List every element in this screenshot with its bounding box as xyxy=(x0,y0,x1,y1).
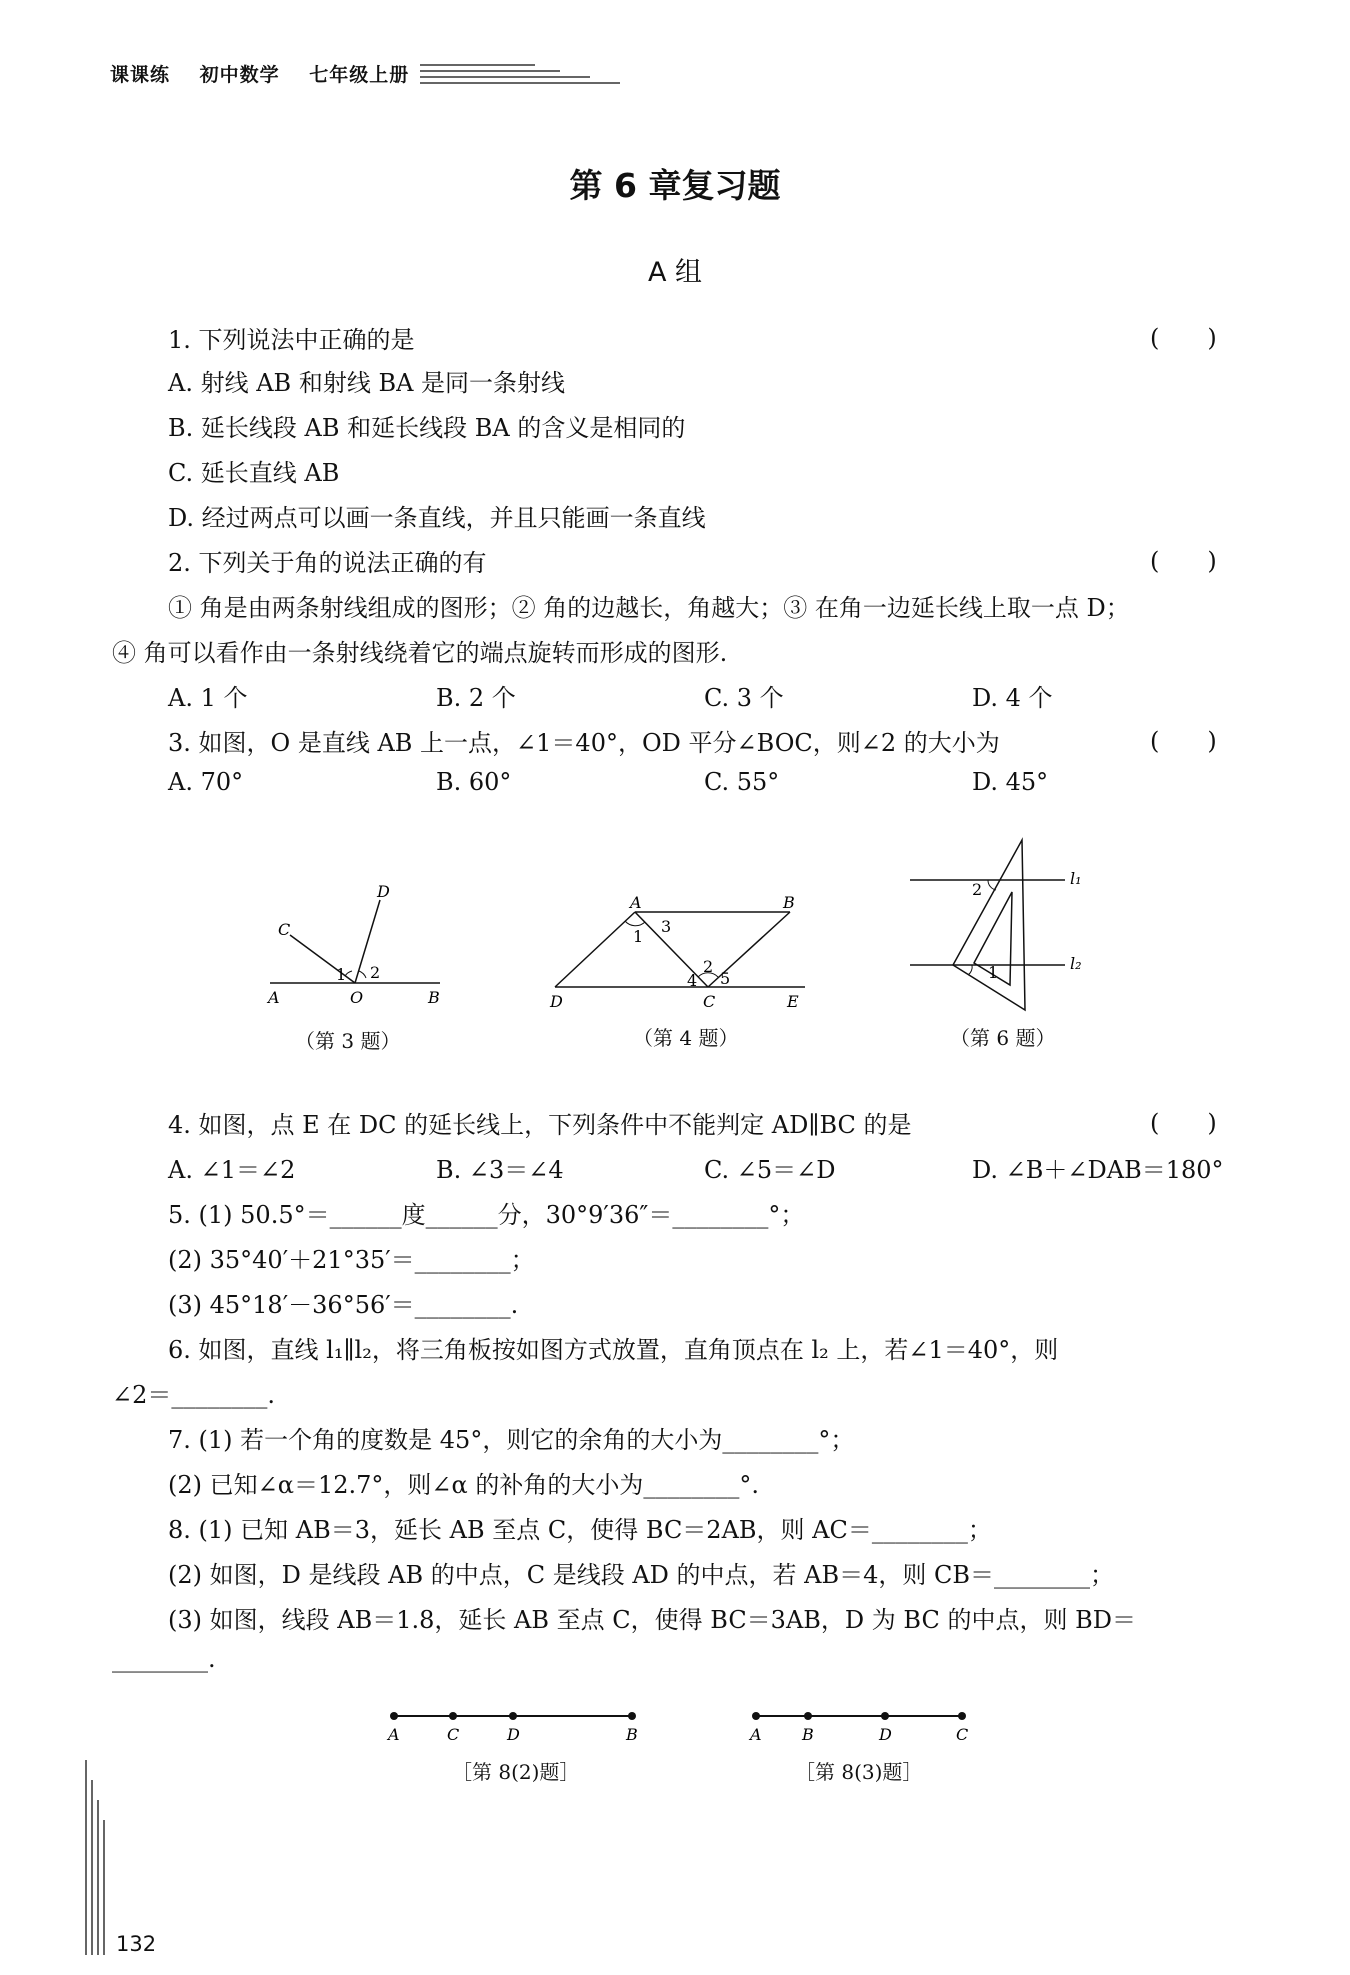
seg82-label-B: B xyxy=(626,1725,638,1744)
q3-stem: 3. 如图，O 是直线 AB 上一点，∠1＝40°，OD 平分∠BOC，则∠2 的大小为 xyxy=(168,729,1000,757)
figure-q3-caption: （第 3 题） xyxy=(295,1029,401,1053)
fig6-label-l1: l₁ xyxy=(1070,869,1082,888)
fig3-label-B: B xyxy=(428,988,440,1007)
header-subject: 初中数学 xyxy=(199,64,280,86)
q7-part1: 7. (1) 若一个角的度数是 45°，则它的余角的大小为________°； xyxy=(168,1426,855,1454)
margin-decor-lines xyxy=(84,1760,114,1960)
seg82-label-C: C xyxy=(447,1725,460,1744)
fig3-angle-1: 1 xyxy=(336,965,347,984)
q6-stem-line1: 6. 如图，直线 l₁∥l₂，将三角板按如图方式放置，直角顶点在 l₂ 上，若∠1＝40°，则 xyxy=(168,1336,1059,1364)
figure-q8-3-caption: ［第 8(3)题］ xyxy=(795,1760,923,1784)
q2-stem: 2. 下列关于角的说法正确的有 xyxy=(168,549,487,577)
q4-option-d: D. ∠B＋∠DAB＝180° xyxy=(972,1156,1224,1184)
fig4-angle-1: 1 xyxy=(633,927,644,946)
q7-part2: (2) 已知∠α＝12.7°，则∠α 的补角的大小为________°. xyxy=(168,1471,759,1499)
header-series: 课课练 xyxy=(110,64,171,86)
fig4-angle-5: 5 xyxy=(720,969,731,988)
fig4-label-D: D xyxy=(550,992,563,1011)
fig4-label-C: C xyxy=(703,992,716,1011)
q6-stem-line2: ∠2＝________. xyxy=(112,1381,276,1409)
q1-answer-paren: ( ) xyxy=(1150,324,1217,352)
figure-q8-2 xyxy=(380,1700,650,1750)
q5-part1: 5. (1) 50.5°＝______度______分，30°9′36″＝________°； xyxy=(168,1201,805,1229)
q1-option-d: D. 经过两点可以画一条直线，并且只能画一条直线 xyxy=(168,504,706,532)
q2-option-d: D. 4 个 xyxy=(972,684,1053,712)
q3-option-c: C. 55° xyxy=(704,768,780,796)
q4-option-c: C. ∠5＝∠D xyxy=(704,1156,836,1184)
q3-option-a: A. 70° xyxy=(168,768,244,796)
q8-part1: 8. (1) 已知 AB＝3，延长 AB 至点 C，使得 BC＝2AB，则 AC＝________； xyxy=(168,1516,992,1544)
header-grade: 七年级上册 xyxy=(309,64,410,86)
q1-stem: 1. 下列说法中正确的是 xyxy=(168,326,415,354)
figure-q6 xyxy=(900,825,1100,1025)
fig4-angle-2: 2 xyxy=(703,957,714,976)
figure-q3 xyxy=(260,880,450,1020)
q4-option-b: B. ∠3＝∠4 xyxy=(436,1156,564,1184)
q8-part3: (3) 如图，线段 AB＝1.8，延长 AB 至点 C，使得 BC＝3AB，D 为 BC 的中点，则 BD＝ xyxy=(168,1606,1137,1634)
fig4-angle-3: 3 xyxy=(661,917,672,936)
running-header xyxy=(110,60,431,87)
seg83-label-B: B xyxy=(802,1725,814,1744)
fig3-label-O: O xyxy=(350,988,364,1007)
q4-option-a: A. ∠1＝∠2 xyxy=(168,1156,296,1184)
q1-option-a: A. 射线 AB 和射线 BA 是同一条射线 xyxy=(168,369,566,397)
fig3-label-C: C xyxy=(278,920,291,939)
group-title: A 组 xyxy=(647,257,703,288)
q2-option-c: C. 3 个 xyxy=(704,684,784,712)
fig4-angle-4: 4 xyxy=(687,971,698,990)
figure-q6-caption: （第 6 题） xyxy=(950,1026,1056,1050)
fig6-angle-1: 1 xyxy=(988,963,999,982)
chapter-title: 第 6 章复习题 xyxy=(569,166,781,205)
q2-answer-paren: ( ) xyxy=(1150,547,1217,575)
q3-answer-paren: ( ) xyxy=(1150,727,1217,755)
q4-stem: 4. 如图，点 E 在 DC 的延长线上，下列条件中不能判定 AD∥BC 的是 xyxy=(168,1111,912,1139)
fig3-angle-2: 2 xyxy=(370,963,381,982)
q2-statement-line1: ① 角是由两条射线组成的图形；② 角的边越长，角越大；③ 在角一边延长线上取一点 D； xyxy=(168,594,1130,622)
q2-option-a: A. 1 个 xyxy=(168,684,248,712)
seg83-label-C: C xyxy=(956,1725,969,1744)
q2-statement-line2: ④ 角可以看作由一条射线绕着它的端点旋转而形成的图形. xyxy=(112,639,728,667)
fig6-angle-2: 2 xyxy=(972,880,983,899)
seg82-label-A: A xyxy=(388,1725,400,1744)
q8-part3-blank: ________. xyxy=(112,1645,216,1673)
page-number: 132 xyxy=(116,1932,157,1956)
q5-part2: (2) 35°40′＋21°35′＝________； xyxy=(168,1246,535,1274)
q3-option-b: B. 60° xyxy=(436,768,512,796)
seg82-label-D: D xyxy=(507,1725,520,1744)
q1-option-b: B. 延长线段 AB 和延长线段 BA 的含义是相同的 xyxy=(168,414,686,442)
q3-option-d: D. 45° xyxy=(972,768,1049,796)
q8-part2: (2) 如图，D 是线段 AB 的中点，C 是线段 AD 的中点，若 AB＝4，则 CB＝________； xyxy=(168,1561,1115,1589)
figure-q8-3 xyxy=(740,1700,980,1750)
figure-q4-caption: （第 4 题） xyxy=(633,1026,739,1050)
fig3-label-D: D xyxy=(377,882,390,901)
fig6-label-l2: l₂ xyxy=(1070,954,1082,973)
fig4-label-E: E xyxy=(787,992,799,1011)
fig4-label-B: B xyxy=(783,893,795,912)
q1-option-c: C. 延长直线 AB xyxy=(168,459,340,487)
q4-answer-paren: ( ) xyxy=(1150,1109,1217,1137)
fig3-label-A: A xyxy=(268,988,280,1007)
q5-part3: (3) 45°18′－36°56′＝________. xyxy=(168,1291,519,1319)
header-decor-lines xyxy=(420,62,620,86)
seg83-label-A: A xyxy=(750,1725,762,1744)
figure-q8-2-caption: ［第 8(2)题］ xyxy=(452,1760,580,1784)
seg83-label-D: D xyxy=(879,1725,892,1744)
figure-q4 xyxy=(545,890,815,1020)
q2-option-b: B. 2 个 xyxy=(436,684,516,712)
fig4-label-A: A xyxy=(630,893,642,912)
